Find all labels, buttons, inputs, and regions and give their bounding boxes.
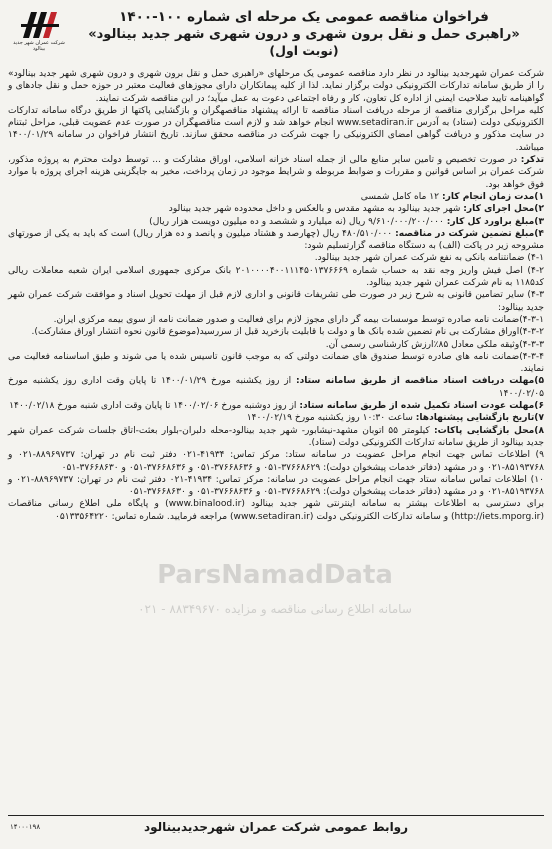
notice-paragraph (8, 351, 544, 376)
signature: روابط عمومی شرکت عمران شهرجدیدبینالود (143, 820, 409, 834)
notice-paragraph (8, 314, 544, 326)
notice-subject: «راهبری حمل و نقل برون شهری و درون شهری شهر جدید بینالود» (88, 27, 520, 42)
notice-paragraph (8, 265, 544, 290)
notice-header (8, 8, 544, 68)
notice-paragraph (8, 425, 544, 450)
notice-paragraph (8, 105, 544, 154)
paragraph-text: برای دسترسی به اطلاعات بیشتر به سامانه اینترنتی شهر جدید بینالود (www.binalood.ir) و پایگاه ملی اطلاع رسانی مناقصات (http://iets.mporg.ir) و سامانه تدارکات الکترونیکی دولت (www.setadiran.ir) مراجعه فرمایید. شماره تماس: ۰۵۱۳۳۵۶۴۲۲۰ (8, 499, 545, 522)
paragraph-text: ۴-۳-۳)وثیقه ملکی معادل ۸۵٪ارزش کارشناسی رسمی آن. (325, 339, 544, 350)
emblem-icon (17, 10, 61, 40)
paragraph-text: از روز یکشنبه مورخ ۱۴۰۰/۰۱/۲۹ تا پایان وقت اداری روز یکشنبه مورخ ۱۴۰۰/۰۲/۰۵ (8, 376, 544, 399)
watermark-subtext: سامانه اطلاع رسانی مناقصه و مزایده ۸۸۳۴۹۶۷۰ - ۰۲۱ (138, 602, 412, 616)
paragraph-text: از روز دوشنبه مورخ ۱۴۰۰/۰۲/۰۶ تا پایان وقت اداری شنبه مورخ ۱۴۰۰/۰۲/۱۸ (9, 401, 300, 412)
paragraph-text: ۹/۶۱۰/۰۰۰/۲۰۰/۰۰۰ ریال (نه میلیارد و ششصد و ده میلیون دویست هزار ریال) (149, 216, 447, 227)
paragraph-text: در صورت تخصیص و تامین سایر منابع مالی از جمله اسناد خزانه اسلامی، اوراق مشارکت و ... توسط دولت محترم به پروژه مذکور، شرکت عمران بر اساس قوانین و مقررات و ضوابط مربوطه و شرایط موجود در زمان پرداخت، مخیر به جایگزینی هزینه اجرای پروژه با موارد فوق خواهد بود. (8, 155, 544, 190)
paragraph-heading: ۴)مبلغ تضمین شرکت در مناقصه: (395, 228, 544, 239)
paragraph-text: ۹) اطلاعات تماس جهت انجام مراحل عضویت در سامانه ستاد: مرکز تماس: ۴۱۹۳۴-۰۲۱ دفتر ثبت نام در تهران: ۸۸۹۶۹۷۳۷-۰۲۱ و ۸۵۱۹۳۷۶۸-۰۲۱ و در مشهد (دفاتر خدمات پیشخوان دولت): ۳۷۶۶۸۶۲۹-۰۵۱ و ۳۷۶۶۸۶۳۶-۰۵۱ و ۳۷۶۶۸۶۳۶-۰۵۱ و ۳۷۶۶۸۶۳۰-۰۵۱ (8, 450, 544, 473)
company-logo (8, 8, 70, 68)
paragraph-heading: ۷)تاریخ بازگشایی پیشنهادها: (415, 413, 544, 424)
ad-code: ۱۴۰۰۰۱۹۸ (10, 823, 41, 831)
paragraph-text: ۴-۳-۱)ضمانت نامه صادره توسط موسسات بیمه گر دارای مجوز لازم برای فعالیت و صدور ضمانت نامه از سوی بیمه مرکزی ایران. (53, 314, 544, 325)
notice-title: فراخوان مناقصه عمومی یک مرحله ای شماره ۱۰۰-۱۴۰۰ (119, 9, 489, 25)
notice-paragraph (8, 216, 544, 228)
paragraph-heading: ۲)محل اجرای کار: (463, 204, 544, 215)
notice-paragraph (8, 228, 544, 253)
notice-paragraph (8, 449, 544, 474)
notice-paragraph (8, 498, 544, 523)
notice-round: (نوبت اول) (269, 43, 339, 58)
notice-paragraph (8, 191, 544, 203)
logo-caption: شرکت عمران شهر جدید بینالود (13, 40, 65, 52)
notice-paragraph (8, 154, 544, 191)
notice-paragraph (8, 339, 544, 351)
notice-paragraph (8, 203, 544, 215)
paragraph-text: شرکت عمران شهرجدید بینالود در نظر دارد مناقصه عمومی یک مرحلهای «راهبری حمل و نقل برون شهری و درون شهری شهر جدید بینالود» را از طریق سامانه تدارکات الکترونیکی دولت برگزار نماید. لذا از کلیه پیمانکاران دارای مجوزهای فعالیت معتبر در حوزه حمل و نقل جادهای و گواهینامه تایید صلاحیت ایمنی از اداره کل تعاون، کار و رفاه اجتماعی دعوت به عمل میآید؛ در این مناقصه شرکت نمایند. (8, 69, 544, 104)
paragraph-text: شهر جدید بینالود به مشهد مقدس و بالعکس و داخل محدوده شهر جدید بینالود (168, 204, 464, 215)
paragraph-heading: ۶)مهلت عودت اسناد تکمیل شده از طریق سامانه ستاد: (299, 401, 544, 412)
paragraph-heading: ۱)مدت زمان انجام کار: (441, 191, 544, 202)
paragraph-text: کلیه مراحل برگزاری مناقصه از مرحله دریافت اسناد مناقصه تا ارائه پیشنهاد مناقصهگران و بازگشایی پاکتها از طریق درگاه سامانه تدارکات الکترونیکی دولت (ستاد) به آدرس www.setadiran.ir انجام خواهد شد و لازم است مناقصهگران در صورت عدم عضویت قبلی، مراحل ثبتنام در سایت مذکور و دریافت گواهی امضای الکترونیکی را جهت شرکت در مناقصه محقق سازند. تاریخ انتشار فراخوان در سامانه ۱۴۰۰/۰۱/۲۹ میباشد. (8, 105, 544, 153)
notice-body (8, 68, 544, 523)
paragraph-heading: تذکر: (520, 155, 544, 166)
paragraph-heading: ۵)مهلت دریافت اسناد مناقصه از طریق سامانه ستاد: (295, 376, 544, 387)
notice-paragraph (8, 474, 544, 499)
notice-paragraph (8, 375, 544, 400)
notice-paragraph (8, 68, 544, 105)
paragraph-text: ۴-۱) ضمانتنامه بانکی به نفع شرکت عمران شهر جدید بینالود. (314, 253, 544, 264)
paragraph-heading: ۳)مبلغ براورد کل کار: (446, 216, 544, 227)
paragraph-text: ۴-۲) اصل فیش واریز وجه نقد به حساب شماره ۲۰۱۰۰۰۰۴۰۰۱۱۱۴۵۰۱۳۷۶۶۶۹ بانک مرکزی جمهوری اسلامی ایران شعبه معاملات ریالی کد۱۱۸۵ به نام شرکت عمران شهر جدید بینالود. (8, 265, 544, 289)
notice-footer (8, 815, 544, 840)
notice-paragraph (8, 326, 544, 338)
paragraph-text: ۱۰) اطلاعات تماس سامانه ستاد جهت انجام مراحل عضویت در سامانه: مرکز تماس: ۴۱۹۳۴-۰۲۱ دفتر ثبت نام در تهران: ۸۸۹۶۹۷۳۷-۰۲۱ و ۸۵۱۹۳۷۶۸-۰۲۱ و در مشهد (دفاتر خدمات پیشخوان دولت): ۳۷۶۶۸۶۲۹-۰۵۱ و ۳۷۶۶۸۶۳۶-۰۵۱ و ۳۷۶۶۸۶۳۰-۰۵۱ (8, 474, 544, 498)
notice-paragraph (8, 289, 544, 314)
paragraph-text: ۴۸۰/۵۱۰/۰۰۰ ریال (چهارصد و هشتاد میلیون و پانصد و ده هزار ریال) است که باید به یکی از صورتهای مشروحه زیر در پاکت (الف) به دستگاه مناقصه گزارتسلیم شود: (8, 228, 544, 252)
notice-paragraph (8, 252, 544, 264)
notice-paragraph (8, 412, 544, 424)
paragraph-text: ۴-۳-۴)ضمانت نامه های صادره توسط صندوق های ضمانت دولتی که به موجب قانون تاسیس شده یا می شوند و طبق اساسنامه فعالیت می نمایند. (8, 351, 544, 375)
paragraph-text: کیلومتر ۵۵ اتوبان مشهد-نیشابور- شهر جدید بینالود-محله دلبران-بلوار بعثت-اتاق جلسات شرکت عمران شهر جدید بینالود از طریق سامانه تدارکات الکترونیکی دولت (ستاد). (8, 425, 544, 448)
watermark: ParsNamadData (157, 560, 393, 590)
paragraph-heading: ۸)محل بازگشایی پاکات: (433, 425, 545, 436)
notice-paragraph (8, 400, 544, 412)
paragraph-text: ساعت ۱۰:۳۰ روز یکشنبه مورخ ۱۴۰۰/۰۲/۱۹ (246, 413, 416, 424)
paragraph-text: ۴-۳) سایر تضامین قانونی به شرح زیر در صورت طی تشریفات قانونی و اداری لازم قبل از مهلت تحویل اسناد و موافقت شرکت عمران شهر جدید بینالود: (8, 290, 544, 313)
paragraph-text: ۱۲ ماه کامل شمسی (360, 191, 442, 202)
paragraph-text: ۴-۳-۲)اوراق مشارکت بی نام تضمین شده بانک ها و دولت با قابلیت بازخرید قبل از سررسید(موضوع قانون نحوه انتشار اوراق مشارکت). (31, 327, 544, 338)
tender-notice (8, 8, 544, 840)
